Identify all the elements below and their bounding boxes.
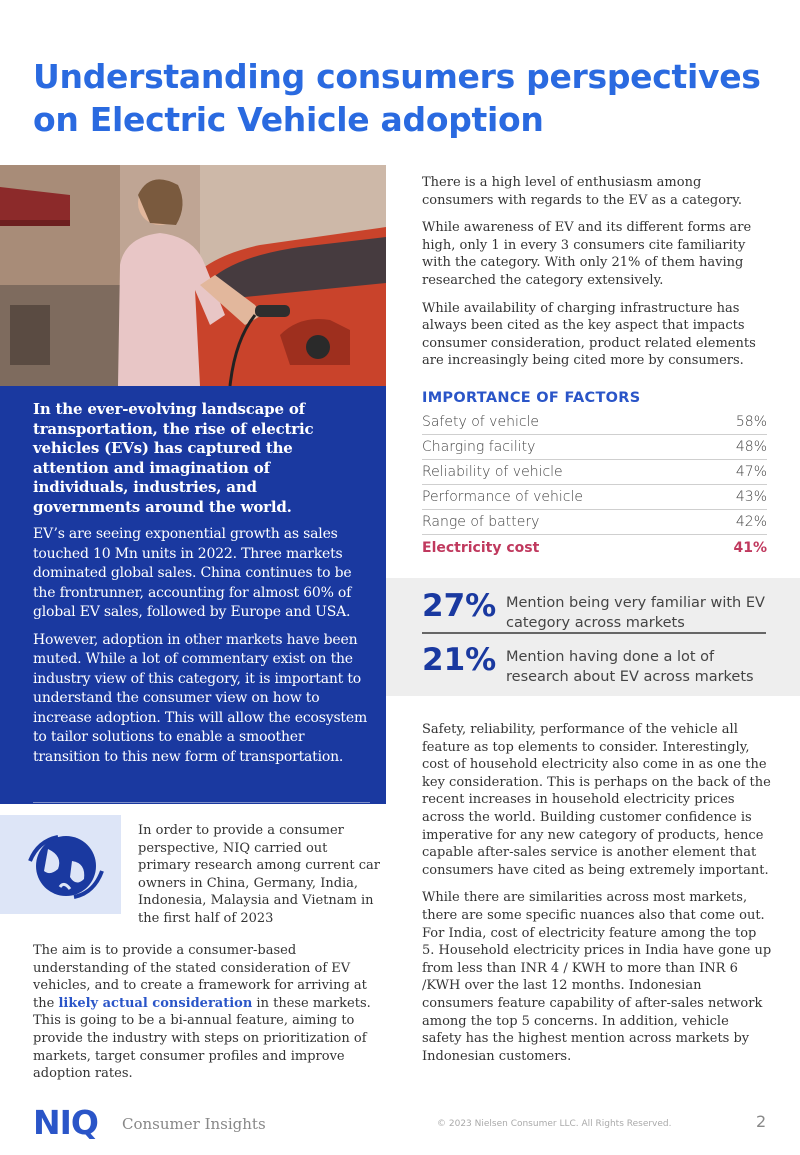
stat-percent: 27%	[422, 588, 497, 624]
stat-divider	[422, 632, 766, 634]
aim-highlight: likely actual consideration	[58, 995, 253, 1011]
stat-research	[422, 640, 766, 690]
right-paragraph-5: While there are similarities across most markets, there are some specific nuances also that come out. For India, cost of electricity feature among the top 5. Household electricity prices in India have gone up from less than INR 4 / KWH to more than INR 6 /KWH over the last 12 months. Indonesian consumers feature capability of after-sales network among the top 5 concerns. In addition, vehicle safety has the highest mention across markets by Indonesian customers.	[422, 890, 772, 1064]
factor-value: 48%	[735, 439, 767, 455]
globe-arrows-icon	[28, 831, 104, 901]
factor-row	[422, 510, 767, 535]
factor-row-highlight	[422, 535, 767, 560]
factor-row	[422, 410, 767, 435]
intro-lead: In the ever-evolving landscape of transportation, the rise of electric vehicles (EVs) has captured the attention and imagination of individuals, industries, and governments around the world.	[33, 400, 314, 516]
factor-value: 47%	[735, 464, 767, 480]
aim-paragraph	[33, 942, 383, 1083]
factor-value: 42%	[735, 514, 767, 530]
intro-paragraph-2: However, adoption in other markets have been muted. While a lot of commentary exist on the industry view of this category, it is important to understand the consumer view on how to increase adoption. This will allow the ecosystem to tailor solutions to enable a smoother transition to this new form of transportation.	[33, 631, 368, 765]
factor-label: Safety of vehicle	[422, 414, 540, 430]
factors-table	[422, 388, 767, 560]
factor-value: 41%	[733, 539, 767, 556]
factor-value: 58%	[735, 414, 767, 430]
hero-image	[0, 165, 386, 386]
stat-description: Mention being very familiar with EV category across markets	[506, 595, 765, 631]
stat-description: Mention having done a lot of research about EV across markets	[506, 649, 754, 685]
factor-label: Charging facility	[422, 439, 536, 455]
intro-panel	[0, 386, 386, 804]
factor-row	[422, 460, 767, 485]
method-icon-box	[0, 815, 121, 914]
footer-copyright: © 2023 Nielsen Consumer LLC. All Rights Reserved.	[437, 1119, 672, 1129]
right-intro	[422, 174, 772, 380]
factor-row	[422, 485, 767, 510]
factor-label: Range of battery	[422, 514, 540, 530]
method-paragraph: In order to provide a consumer perspective, NIQ carried out primary research among current car owners in China, Germany, India, Indonesia, Malaysia and Vietnam in the first half of 2023	[138, 823, 380, 926]
stats-panel	[386, 578, 800, 696]
divider	[33, 802, 370, 803]
right-paragraph-1: There is a high level of enthusiasm among consumers with regards to the EV as a category.	[422, 175, 743, 208]
stat-familiar	[422, 586, 766, 636]
footer-label: Consumer Insights	[122, 1115, 266, 1133]
factor-label: Electricity cost	[422, 539, 540, 556]
factor-label: Performance of vehicle	[422, 489, 583, 505]
title-line-2: on Electric Vehicle adoption	[33, 100, 544, 139]
factors-heading: IMPORTANCE OF FACTORS	[422, 390, 641, 406]
ev-charging-photo-icon	[0, 165, 386, 386]
right-paragraph-3: While availability of charging infrastructure has always been cited as the key aspect that impacts consumer consideration, product related elements are increasingly being cited more by consumers.	[422, 300, 756, 369]
aim-text-after: in these markets. This is going to be a bi-annual feature, aiming to provide the industry with steps on prioritization of markets, target consumer profiles and improve adoption rates.	[33, 995, 371, 1082]
title-line-1: Understanding consumers perspectives	[33, 57, 761, 96]
factor-value: 43%	[735, 489, 767, 505]
aim-text-before: The aim is to provide a consumer-based understanding of the stated consideration of EV vehicles, and to create a framework for arriving at the	[33, 943, 367, 1011]
factor-label: Reliability of vehicle	[422, 464, 563, 480]
factor-row	[422, 435, 767, 460]
stat-percent: 21%	[422, 642, 497, 678]
right-analysis	[422, 721, 772, 1075]
page-number: 2	[756, 1112, 767, 1131]
page-title	[33, 55, 773, 141]
intro-paragraph-1: EV’s are seeing exponential growth as sales touched 10 Mn units in 2022. Three markets dominated global sales. China continues to be the frontrunner, accounting for almost 60% of global EV sales, followed by Europe and USA.	[33, 526, 352, 620]
right-paragraph-2: While awareness of EV and its different forms are high, only 1 in every 3 consumers cite familiarity with the category. With only 21% of them having researched the category extensively.	[422, 220, 752, 288]
niq-logo: NIQ	[33, 1103, 98, 1142]
right-paragraph-4: Safety, reliability, performance of the vehicle all feature as top elements to consider. Interestingly, cost of household electricity also come in as one the key consideration. This is perhaps on the back of the recent increases in household electricity prices across the world. Building customer confidence is imperative for any new category of products, hence capable after-sales service is another element that consumers have cited as being extremely important.	[422, 722, 771, 878]
